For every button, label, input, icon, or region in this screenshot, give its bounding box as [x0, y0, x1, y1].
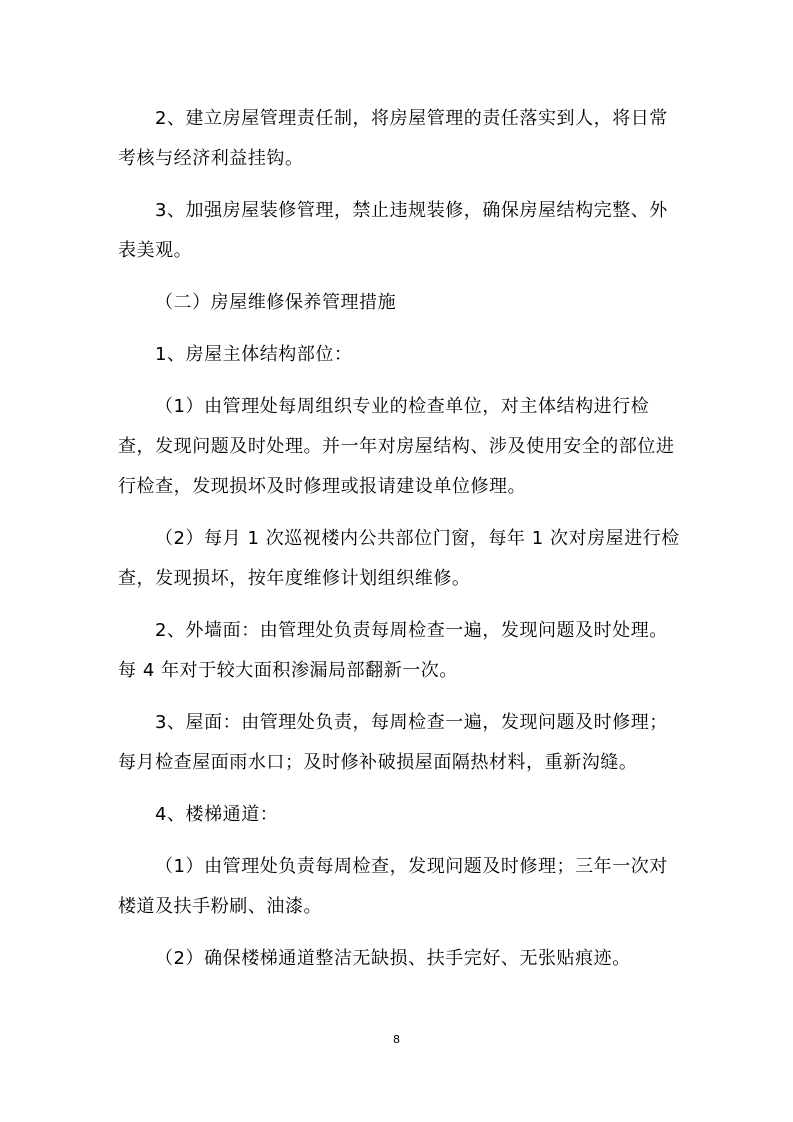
page-number: 8 — [393, 1033, 400, 1046]
paragraph-weekly-structure-check: （1）由管理处每周组织专业的检查单位，对主体结构进行检查，发现问题及时处理。并一年对房屋结构、涉及使用安全的部位进行检查，发现损坏及时修理或报请建设单位修理。 — [118, 396, 675, 497]
paragraph-responsibility-system: 2、建立房屋管理责任制，将房屋管理的责任落实到人，将日常考核与经济利益挂钩。 — [118, 108, 668, 169]
paragraph-monthly-patrol: （2）每月 1 次巡视楼内公共部位门窗，每年 1 次对房屋进行检查，发现损坏，按年度维修计划组织维修。 — [118, 528, 680, 589]
paragraph-stairway-heading: 4、楼梯通道： — [155, 804, 279, 825]
paragraph-stairway-check: （1）由管理处负责每周检查，发现问题及时修理；三年一次对楼道及扶手粉刷、油漆。 — [118, 856, 668, 917]
paragraph-renovation-management: 3、加强房屋装修管理，禁止违规装修，确保房屋结构完整、外表美观。 — [118, 200, 668, 261]
section-heading-maintenance-measures: （二）房屋维修保养管理措施 — [155, 292, 397, 313]
paragraph-main-structure-heading: 1、房屋主体结构部位： — [155, 344, 353, 365]
paragraph-roof: 3、屋面：由管理处负责，每周检查一遍，发现问题及时修理；每月检查屋面雨水口；及时修补破损屋面隔热材料，重新沟缝。 — [118, 712, 668, 773]
paragraph-exterior-wall: 2、外墙面：由管理处负责每周检查一遍，发现问题及时处理。每 4 年对于较大面积渗漏局部翻新一次。 — [118, 620, 668, 681]
paragraph-stairway-clean: （2）确保楼梯通道整洁无缺损、扶手完好、无张贴痕迹。 — [155, 948, 631, 969]
document-body — [118, 99, 684, 991]
